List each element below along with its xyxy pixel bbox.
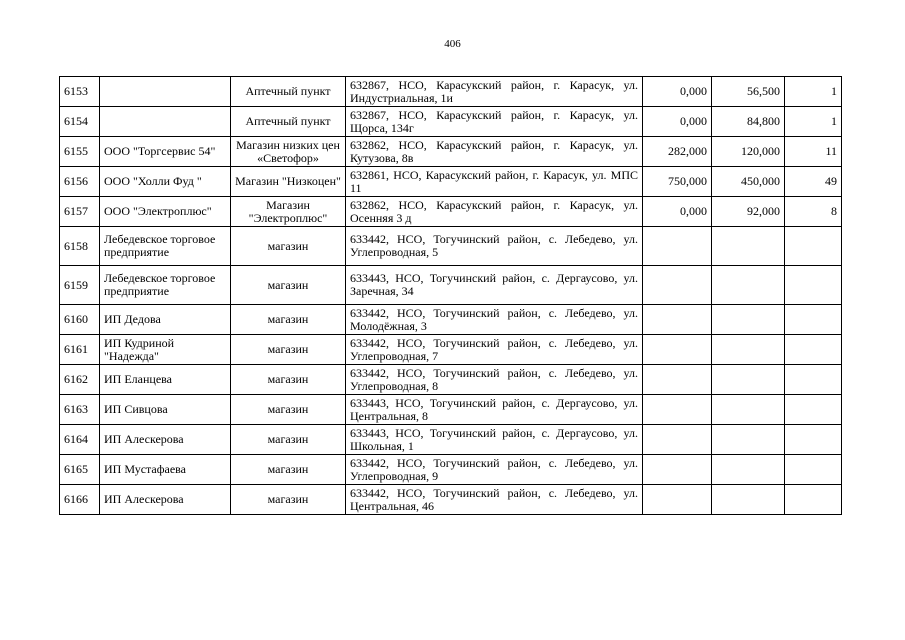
value-3-cell: 1 (785, 107, 842, 137)
row-number-cell: 6164 (60, 425, 100, 455)
object-type-cell: магазин (231, 227, 346, 266)
object-type-cell: Магазин "Низкоцен" (231, 167, 346, 197)
row-number-cell: 6154 (60, 107, 100, 137)
address-cell: 633442, НСО, Тогучинский район, с. Лебедево, ул. Углепроводная, 8 (346, 365, 643, 395)
table-row (60, 485, 842, 515)
value-3-cell (785, 425, 842, 455)
value-3-cell (785, 266, 842, 305)
address-cell: 633442, НСО, Тогучинский район, с. Лебедево, ул. Молодёжная, 3 (346, 305, 643, 335)
table-row (60, 425, 842, 455)
object-type-cell: магазин (231, 425, 346, 455)
object-type-cell: Магазин низких цен «Светофор» (231, 137, 346, 167)
value-3-cell (785, 305, 842, 335)
table-row (60, 335, 842, 365)
row-number-cell: 6161 (60, 335, 100, 365)
value-1-cell (643, 455, 712, 485)
value-2-cell: 56,500 (712, 77, 785, 107)
row-number-cell: 6156 (60, 167, 100, 197)
address-cell: 633443, НСО, Тогучинский район, с. Дергаусово, ул. Центральная, 8 (346, 395, 643, 425)
address-cell: 633443, НСО, Тогучинский район, с. Дергаусово, ул. Школьная, 1 (346, 425, 643, 455)
value-1-cell: 750,000 (643, 167, 712, 197)
address-cell: 632862, НСО, Карасукский район, г. Карасук, ул. Осенняя 3 д (346, 197, 643, 227)
object-type-cell: Аптечный пункт (231, 77, 346, 107)
value-3-cell: 49 (785, 167, 842, 197)
organization-cell (100, 107, 231, 137)
page-number: 406 (444, 38, 461, 50)
address-cell: 633442, НСО, Тогучинский район, с. Лебедево, ул. Центральная, 46 (346, 485, 643, 515)
value-1-cell (643, 335, 712, 365)
value-2-cell (712, 365, 785, 395)
address-cell: 633442, НСО, Тогучинский район, с. Лебедево, ул. Углепроводная, 9 (346, 455, 643, 485)
value-1-cell (643, 485, 712, 515)
value-3-cell: 1 (785, 77, 842, 107)
object-type-cell: Аптечный пункт (231, 107, 346, 137)
organization-cell: Лебедевское торговое предприятие (100, 266, 231, 305)
organization-cell: ИП Сивцова (100, 395, 231, 425)
table-row (60, 266, 842, 305)
row-number-cell: 6155 (60, 137, 100, 167)
organization-cell: ООО "Холли Фуд " (100, 167, 231, 197)
address-cell: 633443, НСО, Тогучинский район, с. Дергаусово, ул. Заречная, 34 (346, 266, 643, 305)
organization-cell: ИП Алескерова (100, 425, 231, 455)
value-1-cell (643, 365, 712, 395)
value-2-cell: 84,800 (712, 107, 785, 137)
value-2-cell: 92,000 (712, 197, 785, 227)
value-3-cell (785, 395, 842, 425)
row-number-cell: 6157 (60, 197, 100, 227)
table-row (60, 167, 842, 197)
organization-cell (100, 77, 231, 107)
value-1-cell: 0,000 (643, 197, 712, 227)
row-number-cell: 6162 (60, 365, 100, 395)
row-number-cell: 6160 (60, 305, 100, 335)
row-number-cell: 6153 (60, 77, 100, 107)
organization-cell: ООО "Электроплюс" (100, 197, 231, 227)
table-row (60, 305, 842, 335)
records-table (59, 76, 842, 515)
row-number-cell: 6165 (60, 455, 100, 485)
object-type-cell: магазин (231, 335, 346, 365)
table-row (60, 455, 842, 485)
value-3-cell: 8 (785, 197, 842, 227)
object-type-cell: магазин (231, 266, 346, 305)
table-row (60, 107, 842, 137)
table-row (60, 395, 842, 425)
row-number-cell: 6166 (60, 485, 100, 515)
value-2-cell: 120,000 (712, 137, 785, 167)
object-type-cell: магазин (231, 485, 346, 515)
object-type-cell: Магазин "Электроплюс" (231, 197, 346, 227)
value-1-cell (643, 425, 712, 455)
organization-cell: Лебедевское торговое предприятие (100, 227, 231, 266)
object-type-cell: магазин (231, 365, 346, 395)
object-type-cell: магазин (231, 395, 346, 425)
organization-cell: ИП Дедова (100, 305, 231, 335)
object-type-cell: магазин (231, 305, 346, 335)
value-1-cell: 0,000 (643, 77, 712, 107)
value-1-cell (643, 227, 712, 266)
value-2-cell: 450,000 (712, 167, 785, 197)
row-number-cell: 6163 (60, 395, 100, 425)
organization-cell: ИП Мустафаева (100, 455, 231, 485)
value-1-cell (643, 395, 712, 425)
table-row (60, 365, 842, 395)
value-3-cell: 11 (785, 137, 842, 167)
address-cell: 632867, НСО, Карасукский район, г. Карасук, ул. Индустриальная, 1и (346, 77, 643, 107)
value-3-cell (785, 485, 842, 515)
address-cell: 633442, НСО, Тогучинский район, с. Лебедево, ул. Углепроводная, 7 (346, 335, 643, 365)
value-3-cell (785, 335, 842, 365)
value-3-cell (785, 455, 842, 485)
table-row (60, 197, 842, 227)
value-2-cell (712, 266, 785, 305)
organization-cell: ИП Еланцева (100, 365, 231, 395)
value-2-cell (712, 425, 785, 455)
object-type-cell: магазин (231, 455, 346, 485)
organization-cell: ИП Кудриной "Надежда" (100, 335, 231, 365)
value-3-cell (785, 365, 842, 395)
table-row (60, 77, 842, 107)
organization-cell: ИП Алескерова (100, 485, 231, 515)
address-cell: 632861, НСО, Карасукский район, г. Карасук, ул. МПС 11 (346, 167, 643, 197)
value-1-cell (643, 266, 712, 305)
value-2-cell (712, 305, 785, 335)
value-2-cell (712, 395, 785, 425)
value-1-cell: 282,000 (643, 137, 712, 167)
value-2-cell (712, 485, 785, 515)
value-3-cell (785, 227, 842, 266)
row-number-cell: 6159 (60, 266, 100, 305)
address-cell: 632867, НСО, Карасукский район, г. Карасук, ул. Щорса, 134г (346, 107, 643, 137)
address-cell: 632862, НСО, Карасукский район, г. Карасук, ул. Кутузова, 8в (346, 137, 643, 167)
organization-cell: ООО "Торгсервис 54" (100, 137, 231, 167)
table-body (60, 77, 842, 515)
value-1-cell: 0,000 (643, 107, 712, 137)
value-2-cell (712, 455, 785, 485)
value-1-cell (643, 305, 712, 335)
value-2-cell (712, 335, 785, 365)
value-2-cell (712, 227, 785, 266)
address-cell: 633442, НСО, Тогучинский район, с. Лебедево, ул. Углепроводная, 5 (346, 227, 643, 266)
table-row (60, 227, 842, 266)
row-number-cell: 6158 (60, 227, 100, 266)
table-row (60, 137, 842, 167)
